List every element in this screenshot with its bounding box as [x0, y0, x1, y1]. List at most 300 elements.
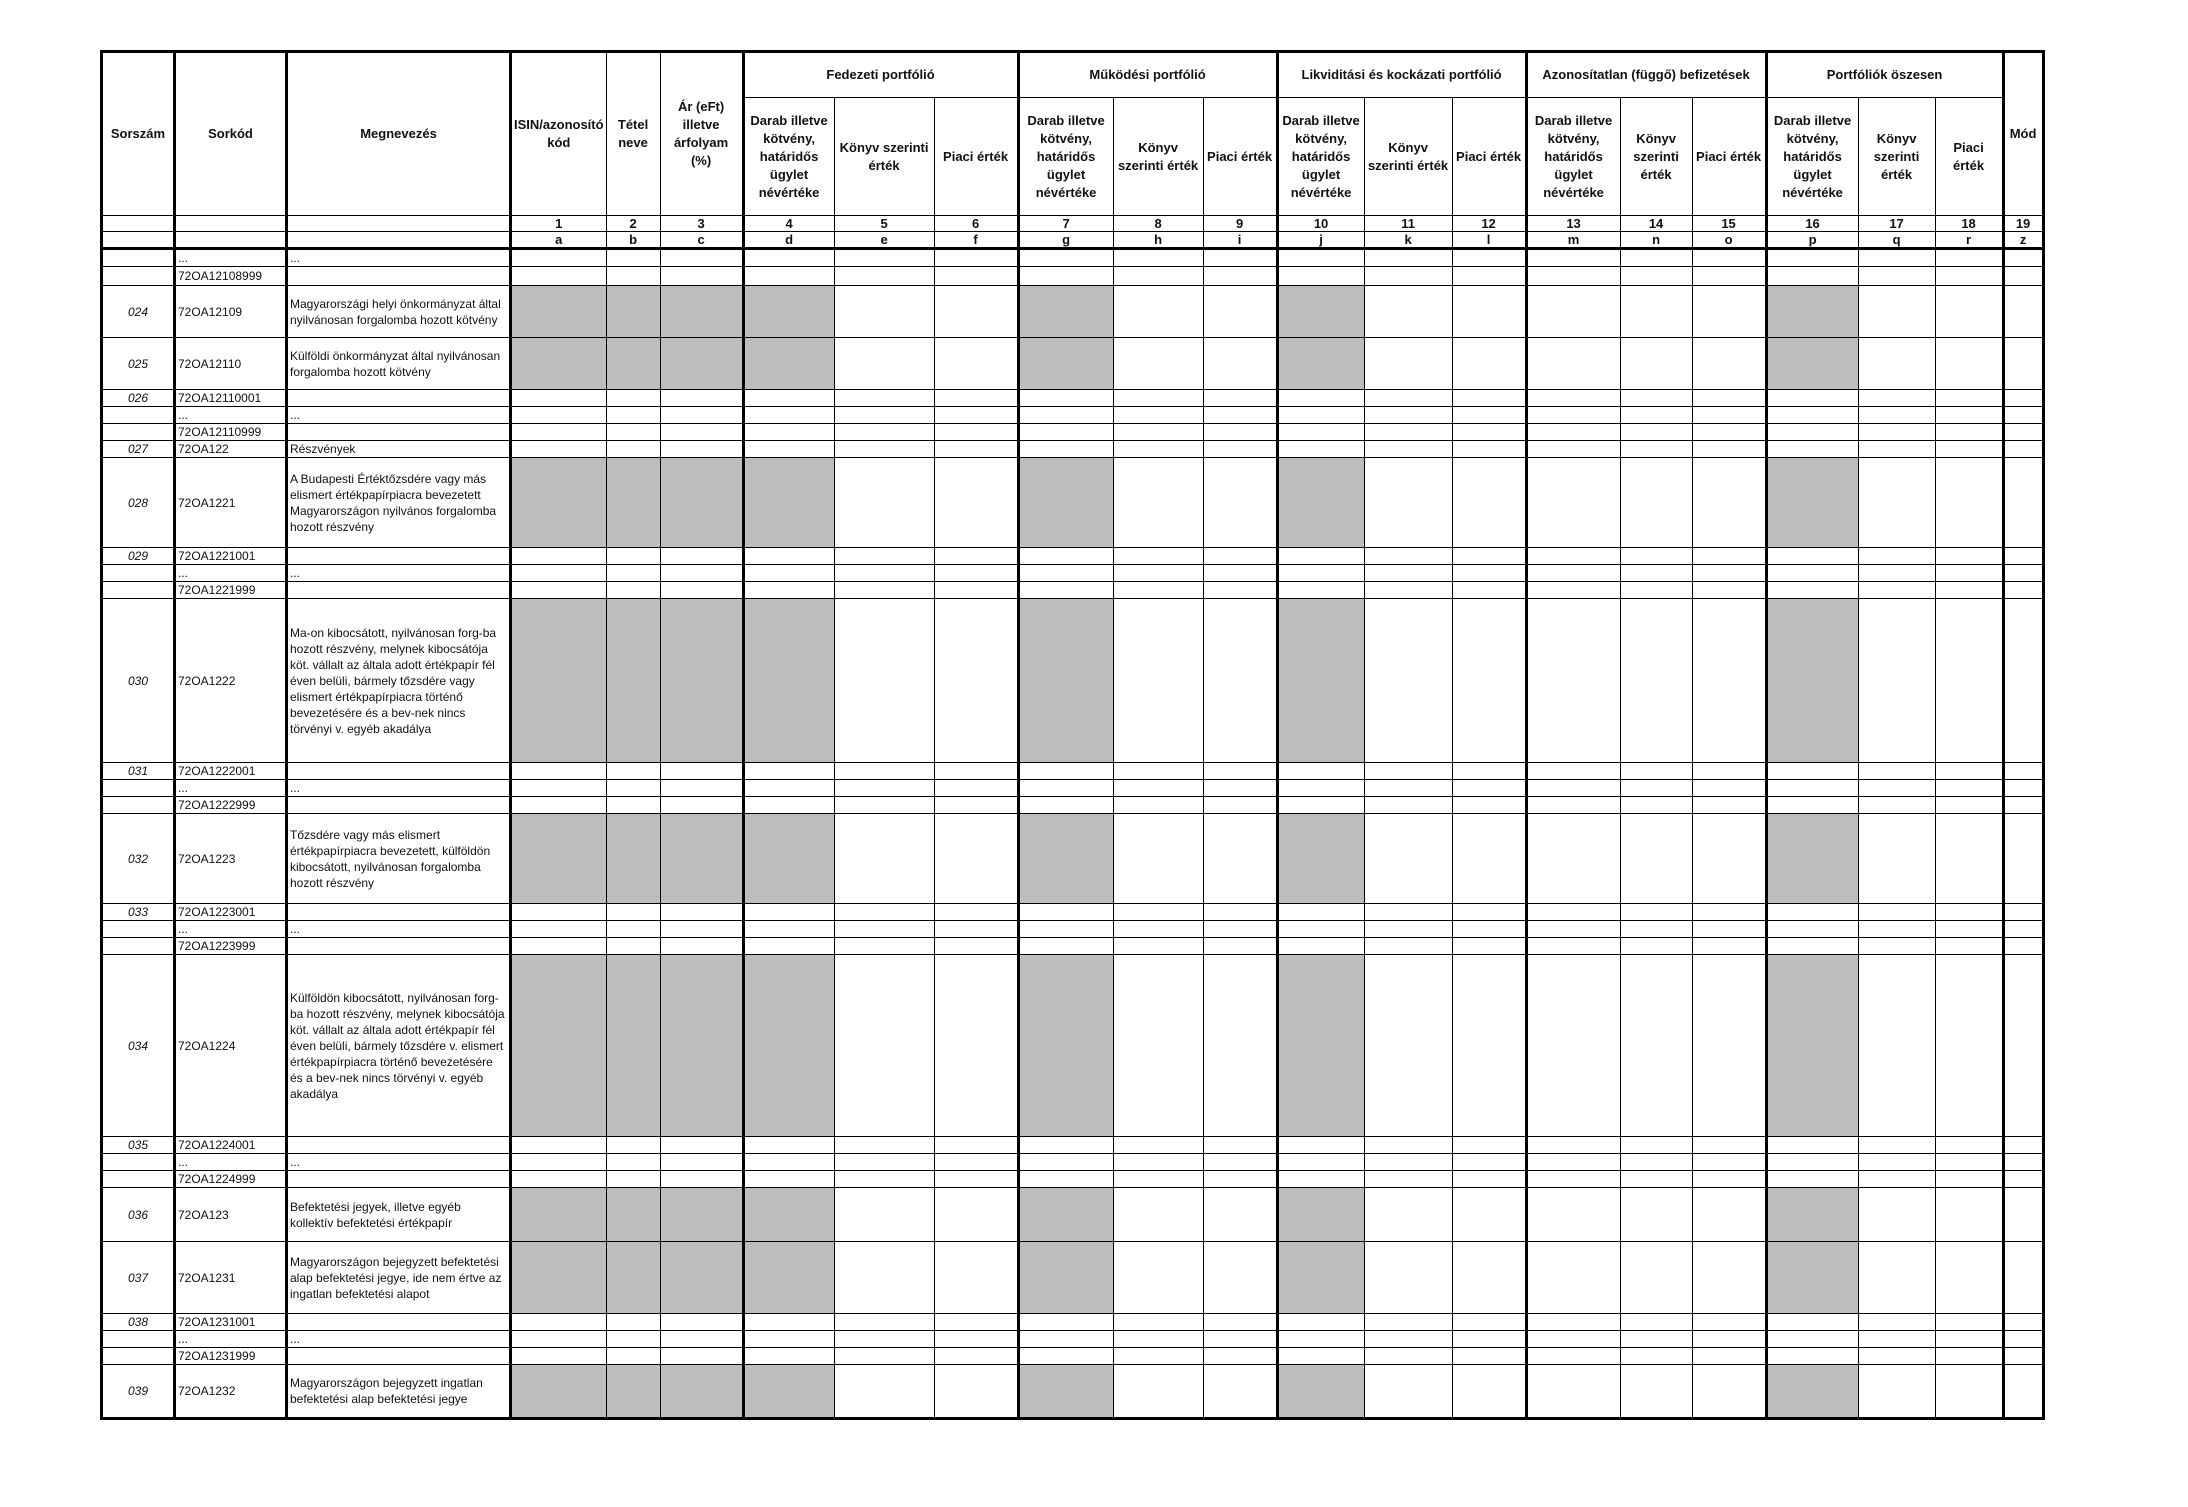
input-cell[interactable]: [1203, 1137, 1277, 1154]
input-cell[interactable]: [1018, 441, 1113, 458]
input-cell[interactable]: [1452, 548, 1526, 565]
input-cell[interactable]: [511, 1171, 607, 1188]
input-cell[interactable]: [1018, 1154, 1113, 1171]
input-cell[interactable]: [1203, 955, 1277, 1137]
input-cell[interactable]: [834, 338, 934, 390]
input-cell[interactable]: [1113, 424, 1203, 441]
input-cell[interactable]: [1935, 249, 2003, 267]
input-cell[interactable]: [1526, 797, 1620, 814]
input-cell[interactable]: [1935, 763, 2003, 780]
input-cell[interactable]: [1113, 548, 1203, 565]
input-cell[interactable]: [1203, 582, 1277, 599]
input-cell[interactable]: [511, 441, 607, 458]
input-cell[interactable]: [1620, 599, 1692, 763]
input-cell[interactable]: [606, 763, 660, 780]
input-cell[interactable]: [1113, 1171, 1203, 1188]
input-cell[interactable]: [1526, 407, 1620, 424]
input-cell[interactable]: [1935, 1188, 2003, 1242]
input-cell[interactable]: [1203, 424, 1277, 441]
input-cell[interactable]: [1452, 249, 1526, 267]
input-cell[interactable]: [1113, 1348, 1203, 1365]
input-cell[interactable]: [834, 797, 934, 814]
input-cell[interactable]: [1018, 267, 1113, 286]
input-cell[interactable]: [2003, 1137, 2043, 1154]
input-cell[interactable]: [1526, 599, 1620, 763]
input-cell[interactable]: [606, 921, 660, 938]
input-cell[interactable]: [1364, 797, 1452, 814]
input-cell[interactable]: [1277, 424, 1364, 441]
input-cell[interactable]: [1620, 763, 1692, 780]
input-cell[interactable]: [2003, 1242, 2043, 1314]
input-cell[interactable]: [660, 1331, 743, 1348]
input-cell[interactable]: [1203, 780, 1277, 797]
input-cell[interactable]: [1113, 797, 1203, 814]
input-cell[interactable]: [934, 1188, 1018, 1242]
input-cell[interactable]: [1203, 548, 1277, 565]
input-cell[interactable]: [1526, 921, 1620, 938]
input-cell[interactable]: [2003, 441, 2043, 458]
input-cell[interactable]: [606, 904, 660, 921]
input-cell[interactable]: [1935, 286, 2003, 338]
input-cell[interactable]: [511, 1137, 607, 1154]
input-cell[interactable]: [1113, 904, 1203, 921]
input-cell[interactable]: [1113, 407, 1203, 424]
input-cell[interactable]: [606, 565, 660, 582]
input-cell[interactable]: [1935, 1137, 2003, 1154]
input-cell[interactable]: [1526, 249, 1620, 267]
input-cell[interactable]: [606, 424, 660, 441]
input-cell[interactable]: [2003, 565, 2043, 582]
input-cell[interactable]: [511, 904, 607, 921]
input-cell[interactable]: [511, 763, 607, 780]
input-cell[interactable]: [1620, 548, 1692, 565]
input-cell[interactable]: [1277, 548, 1364, 565]
input-cell[interactable]: [1620, 921, 1692, 938]
input-cell[interactable]: [1935, 441, 2003, 458]
input-cell[interactable]: [1526, 441, 1620, 458]
input-cell[interactable]: [660, 407, 743, 424]
input-cell[interactable]: [1364, 814, 1452, 904]
input-cell[interactable]: [1452, 390, 1526, 407]
input-cell[interactable]: [2003, 548, 2043, 565]
input-cell[interactable]: [1018, 1314, 1113, 1331]
input-cell[interactable]: [1364, 390, 1452, 407]
input-cell[interactable]: [1692, 797, 1766, 814]
input-cell[interactable]: [1018, 249, 1113, 267]
input-cell[interactable]: [1364, 1365, 1452, 1419]
input-cell[interactable]: [1018, 921, 1113, 938]
input-cell[interactable]: [1692, 1188, 1766, 1242]
input-cell[interactable]: [834, 904, 934, 921]
input-cell[interactable]: [834, 548, 934, 565]
input-cell[interactable]: [1113, 938, 1203, 955]
input-cell[interactable]: [834, 582, 934, 599]
input-cell[interactable]: [1113, 1314, 1203, 1331]
input-cell[interactable]: [1935, 1348, 2003, 1365]
input-cell[interactable]: [934, 407, 1018, 424]
input-cell[interactable]: [1113, 338, 1203, 390]
input-cell[interactable]: [1364, 1154, 1452, 1171]
input-cell[interactable]: [1277, 921, 1364, 938]
input-cell[interactable]: [1526, 938, 1620, 955]
input-cell[interactable]: [1692, 548, 1766, 565]
input-cell[interactable]: [1018, 904, 1113, 921]
input-cell[interactable]: [1364, 267, 1452, 286]
input-cell[interactable]: [834, 565, 934, 582]
input-cell[interactable]: [1935, 797, 2003, 814]
input-cell[interactable]: [1766, 582, 1858, 599]
input-cell[interactable]: [1018, 548, 1113, 565]
input-cell[interactable]: [1692, 1242, 1766, 1314]
input-cell[interactable]: [1452, 1137, 1526, 1154]
input-cell[interactable]: [1203, 797, 1277, 814]
input-cell[interactable]: [1620, 424, 1692, 441]
input-cell[interactable]: [834, 286, 934, 338]
input-cell[interactable]: [743, 780, 834, 797]
input-cell[interactable]: [1526, 1331, 1620, 1348]
input-cell[interactable]: [2003, 286, 2043, 338]
input-cell[interactable]: [1113, 1188, 1203, 1242]
input-cell[interactable]: [934, 921, 1018, 938]
input-cell[interactable]: [1452, 814, 1526, 904]
input-cell[interactable]: [660, 763, 743, 780]
input-cell[interactable]: [1203, 904, 1277, 921]
input-cell[interactable]: [1277, 797, 1364, 814]
input-cell[interactable]: [1620, 267, 1692, 286]
input-cell[interactable]: [1452, 904, 1526, 921]
input-cell[interactable]: [660, 921, 743, 938]
input-cell[interactable]: [1620, 1331, 1692, 1348]
input-cell[interactable]: [1692, 390, 1766, 407]
input-cell[interactable]: [934, 780, 1018, 797]
input-cell[interactable]: [1364, 955, 1452, 1137]
input-cell[interactable]: [1692, 955, 1766, 1137]
input-cell[interactable]: [1526, 1154, 1620, 1171]
input-cell[interactable]: [834, 458, 934, 548]
input-cell[interactable]: [934, 441, 1018, 458]
input-cell[interactable]: [1692, 441, 1766, 458]
input-cell[interactable]: [1364, 1331, 1452, 1348]
input-cell[interactable]: [1935, 955, 2003, 1137]
input-cell[interactable]: [2003, 390, 2043, 407]
input-cell[interactable]: [1364, 1188, 1452, 1242]
input-cell[interactable]: [1935, 814, 2003, 904]
input-cell[interactable]: [1018, 763, 1113, 780]
input-cell[interactable]: [834, 1242, 934, 1314]
input-cell[interactable]: [1620, 458, 1692, 548]
input-cell[interactable]: [1364, 338, 1452, 390]
input-cell[interactable]: [606, 441, 660, 458]
input-cell[interactable]: [934, 548, 1018, 565]
input-cell[interactable]: [1113, 390, 1203, 407]
input-cell[interactable]: [1935, 338, 2003, 390]
input-cell[interactable]: [1452, 955, 1526, 1137]
input-cell[interactable]: [1113, 814, 1203, 904]
input-cell[interactable]: [606, 938, 660, 955]
input-cell[interactable]: [1113, 286, 1203, 338]
input-cell[interactable]: [1935, 582, 2003, 599]
input-cell[interactable]: [834, 267, 934, 286]
input-cell[interactable]: [1692, 938, 1766, 955]
input-cell[interactable]: [1203, 1365, 1277, 1419]
input-cell[interactable]: [1858, 797, 1935, 814]
input-cell[interactable]: [1858, 424, 1935, 441]
input-cell[interactable]: [1858, 1331, 1935, 1348]
input-cell[interactable]: [511, 780, 607, 797]
input-cell[interactable]: [511, 938, 607, 955]
input-cell[interactable]: [1692, 1331, 1766, 1348]
input-cell[interactable]: [1203, 1171, 1277, 1188]
input-cell[interactable]: [2003, 955, 2043, 1137]
input-cell[interactable]: [743, 407, 834, 424]
input-cell[interactable]: [1858, 548, 1935, 565]
input-cell[interactable]: [1113, 1242, 1203, 1314]
input-cell[interactable]: [1935, 424, 2003, 441]
input-cell[interactable]: [1858, 1365, 1935, 1419]
input-cell[interactable]: [834, 763, 934, 780]
input-cell[interactable]: [1277, 249, 1364, 267]
input-cell[interactable]: [511, 1314, 607, 1331]
input-cell[interactable]: [934, 797, 1018, 814]
input-cell[interactable]: [1692, 424, 1766, 441]
input-cell[interactable]: [934, 1137, 1018, 1154]
input-cell[interactable]: [1452, 458, 1526, 548]
input-cell[interactable]: [1113, 267, 1203, 286]
input-cell[interactable]: [743, 1154, 834, 1171]
input-cell[interactable]: [743, 904, 834, 921]
input-cell[interactable]: [834, 814, 934, 904]
input-cell[interactable]: [1203, 814, 1277, 904]
input-cell[interactable]: [1858, 1137, 1935, 1154]
input-cell[interactable]: [1766, 921, 1858, 938]
input-cell[interactable]: [743, 938, 834, 955]
input-cell[interactable]: [1452, 565, 1526, 582]
input-cell[interactable]: [1203, 1331, 1277, 1348]
input-cell[interactable]: [1766, 1331, 1858, 1348]
input-cell[interactable]: [1018, 390, 1113, 407]
input-cell[interactable]: [2003, 780, 2043, 797]
input-cell[interactable]: [934, 1365, 1018, 1419]
input-cell[interactable]: [934, 814, 1018, 904]
input-cell[interactable]: [1526, 904, 1620, 921]
input-cell[interactable]: [1526, 338, 1620, 390]
input-cell[interactable]: [511, 565, 607, 582]
input-cell[interactable]: [1526, 267, 1620, 286]
input-cell[interactable]: [1935, 1154, 2003, 1171]
input-cell[interactable]: [1452, 599, 1526, 763]
input-cell[interactable]: [1766, 938, 1858, 955]
input-cell[interactable]: [2003, 904, 2043, 921]
input-cell[interactable]: [934, 1348, 1018, 1365]
input-cell[interactable]: [834, 1171, 934, 1188]
input-cell[interactable]: [2003, 938, 2043, 955]
input-cell[interactable]: [660, 1314, 743, 1331]
input-cell[interactable]: [834, 1188, 934, 1242]
input-cell[interactable]: [1692, 407, 1766, 424]
input-cell[interactable]: [1364, 407, 1452, 424]
input-cell[interactable]: [1620, 1348, 1692, 1365]
input-cell[interactable]: [660, 938, 743, 955]
input-cell[interactable]: [1452, 441, 1526, 458]
input-cell[interactable]: [743, 1137, 834, 1154]
input-cell[interactable]: [1018, 1348, 1113, 1365]
input-cell[interactable]: [1526, 814, 1620, 904]
input-cell[interactable]: [1203, 1242, 1277, 1314]
input-cell[interactable]: [1018, 424, 1113, 441]
input-cell[interactable]: [1692, 565, 1766, 582]
input-cell[interactable]: [1766, 1314, 1858, 1331]
input-cell[interactable]: [1620, 1365, 1692, 1419]
input-cell[interactable]: [660, 548, 743, 565]
input-cell[interactable]: [1692, 1154, 1766, 1171]
input-cell[interactable]: [1692, 582, 1766, 599]
input-cell[interactable]: [834, 921, 934, 938]
input-cell[interactable]: [1364, 763, 1452, 780]
input-cell[interactable]: [1018, 407, 1113, 424]
input-cell[interactable]: [1018, 797, 1113, 814]
input-cell[interactable]: [1364, 441, 1452, 458]
input-cell[interactable]: [511, 1154, 607, 1171]
input-cell[interactable]: [1620, 441, 1692, 458]
input-cell[interactable]: [660, 780, 743, 797]
input-cell[interactable]: [1766, 441, 1858, 458]
input-cell[interactable]: [934, 904, 1018, 921]
input-cell[interactable]: [2003, 338, 2043, 390]
input-cell[interactable]: [1018, 582, 1113, 599]
input-cell[interactable]: [511, 582, 607, 599]
input-cell[interactable]: [606, 390, 660, 407]
input-cell[interactable]: [1018, 780, 1113, 797]
input-cell[interactable]: [1277, 267, 1364, 286]
input-cell[interactable]: [1620, 565, 1692, 582]
input-cell[interactable]: [1277, 407, 1364, 424]
input-cell[interactable]: [511, 407, 607, 424]
input-cell[interactable]: [1766, 1171, 1858, 1188]
input-cell[interactable]: [743, 249, 834, 267]
input-cell[interactable]: [1935, 267, 2003, 286]
input-cell[interactable]: [660, 424, 743, 441]
input-cell[interactable]: [1692, 1314, 1766, 1331]
input-cell[interactable]: [1113, 921, 1203, 938]
input-cell[interactable]: [1526, 390, 1620, 407]
input-cell[interactable]: [1692, 1171, 1766, 1188]
input-cell[interactable]: [1858, 904, 1935, 921]
input-cell[interactable]: [1620, 797, 1692, 814]
input-cell[interactable]: [834, 441, 934, 458]
input-cell[interactable]: [1620, 582, 1692, 599]
input-cell[interactable]: [1766, 1154, 1858, 1171]
input-cell[interactable]: [1203, 1154, 1277, 1171]
input-cell[interactable]: [834, 1314, 934, 1331]
input-cell[interactable]: [1113, 249, 1203, 267]
input-cell[interactable]: [606, 249, 660, 267]
input-cell[interactable]: [2003, 763, 2043, 780]
input-cell[interactable]: [1620, 938, 1692, 955]
input-cell[interactable]: [934, 1314, 1018, 1331]
input-cell[interactable]: [2003, 814, 2043, 904]
input-cell[interactable]: [1277, 1154, 1364, 1171]
input-cell[interactable]: [1766, 797, 1858, 814]
input-cell[interactable]: [660, 565, 743, 582]
input-cell[interactable]: [1935, 548, 2003, 565]
input-cell[interactable]: [1113, 955, 1203, 1137]
input-cell[interactable]: [834, 780, 934, 797]
input-cell[interactable]: [1858, 938, 1935, 955]
input-cell[interactable]: [743, 1331, 834, 1348]
input-cell[interactable]: [743, 763, 834, 780]
input-cell[interactable]: [1452, 1188, 1526, 1242]
input-cell[interactable]: [1203, 938, 1277, 955]
input-cell[interactable]: [743, 565, 834, 582]
input-cell[interactable]: [1277, 582, 1364, 599]
input-cell[interactable]: [1452, 1154, 1526, 1171]
input-cell[interactable]: [511, 390, 607, 407]
input-cell[interactable]: [1935, 1242, 2003, 1314]
input-cell[interactable]: [606, 582, 660, 599]
input-cell[interactable]: [1364, 921, 1452, 938]
input-cell[interactable]: [511, 1348, 607, 1365]
input-cell[interactable]: [1277, 1348, 1364, 1365]
input-cell[interactable]: [1364, 1242, 1452, 1314]
input-cell[interactable]: [1526, 458, 1620, 548]
input-cell[interactable]: [934, 249, 1018, 267]
input-cell[interactable]: [743, 1171, 834, 1188]
input-cell[interactable]: [2003, 582, 2043, 599]
input-cell[interactable]: [934, 582, 1018, 599]
input-cell[interactable]: [1766, 1348, 1858, 1365]
input-cell[interactable]: [1203, 599, 1277, 763]
input-cell[interactable]: [1364, 424, 1452, 441]
input-cell[interactable]: [660, 1154, 743, 1171]
input-cell[interactable]: [834, 390, 934, 407]
input-cell[interactable]: [1203, 1314, 1277, 1331]
input-cell[interactable]: [606, 1348, 660, 1365]
input-cell[interactable]: [1935, 1331, 2003, 1348]
input-cell[interactable]: [1277, 763, 1364, 780]
input-cell[interactable]: [1113, 1331, 1203, 1348]
input-cell[interactable]: [1858, 955, 1935, 1137]
input-cell[interactable]: [743, 390, 834, 407]
input-cell[interactable]: [1858, 407, 1935, 424]
input-cell[interactable]: [1452, 921, 1526, 938]
input-cell[interactable]: [1364, 904, 1452, 921]
input-cell[interactable]: [1935, 780, 2003, 797]
input-cell[interactable]: [1766, 763, 1858, 780]
input-cell[interactable]: [1364, 548, 1452, 565]
input-cell[interactable]: [1858, 582, 1935, 599]
input-cell[interactable]: [1452, 338, 1526, 390]
input-cell[interactable]: [834, 1365, 934, 1419]
input-cell[interactable]: [1203, 921, 1277, 938]
input-cell[interactable]: [743, 797, 834, 814]
input-cell[interactable]: [1526, 1242, 1620, 1314]
input-cell[interactable]: [1526, 1314, 1620, 1331]
input-cell[interactable]: [1277, 1137, 1364, 1154]
input-cell[interactable]: [1203, 441, 1277, 458]
input-cell[interactable]: [934, 458, 1018, 548]
input-cell[interactable]: [1364, 565, 1452, 582]
input-cell[interactable]: [834, 938, 934, 955]
input-cell[interactable]: [743, 267, 834, 286]
input-cell[interactable]: [1203, 458, 1277, 548]
input-cell[interactable]: [834, 1331, 934, 1348]
input-cell[interactable]: [1766, 780, 1858, 797]
input-cell[interactable]: [606, 1154, 660, 1171]
input-cell[interactable]: [1692, 286, 1766, 338]
input-cell[interactable]: [1277, 441, 1364, 458]
input-cell[interactable]: [1620, 780, 1692, 797]
input-cell[interactable]: [1858, 1171, 1935, 1188]
